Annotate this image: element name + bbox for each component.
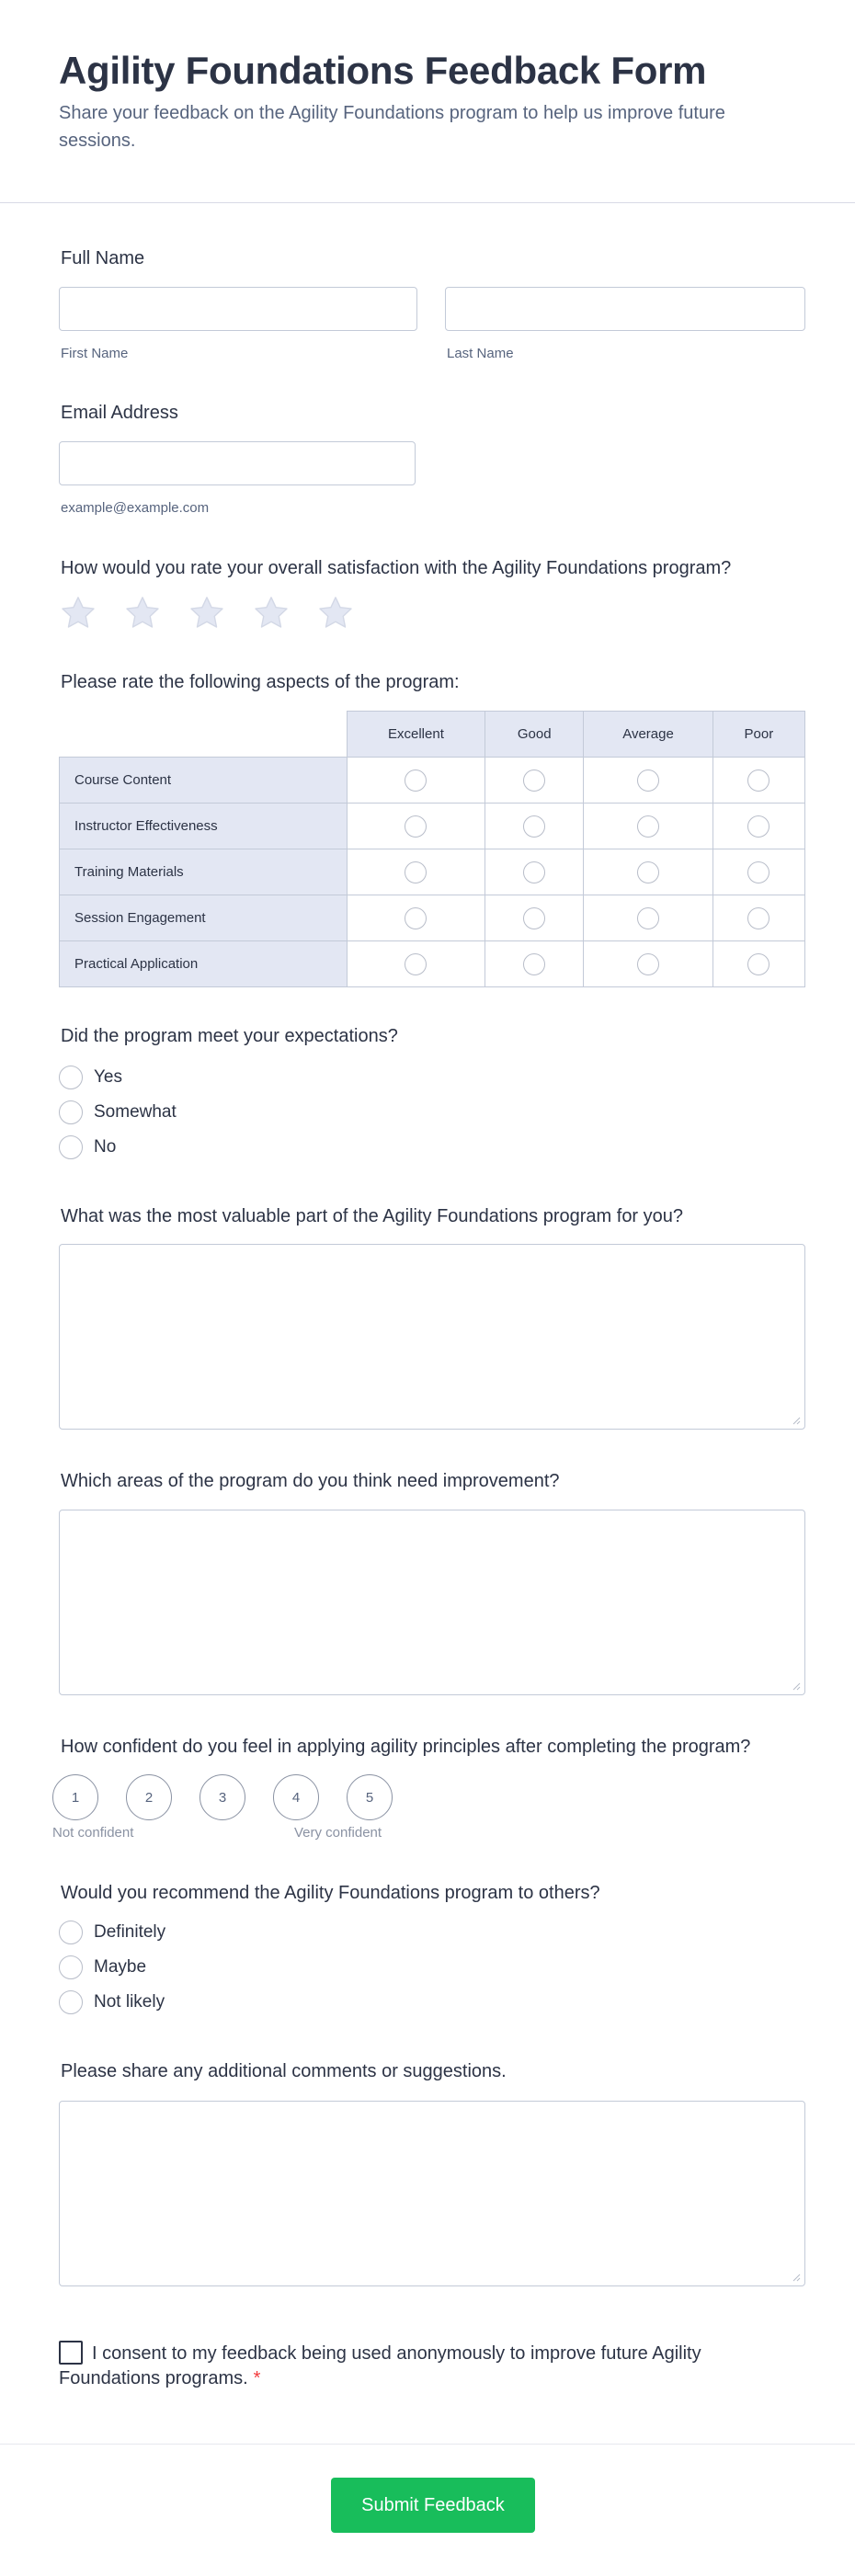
form-header: [0, 0, 855, 203]
matrix-row-label: Course Content: [60, 758, 348, 804]
matrix-corner: [60, 712, 348, 758]
matrix-cell: [584, 849, 712, 895]
matrix-cell: [712, 895, 804, 941]
matrix-radio[interactable]: [523, 907, 545, 929]
matrix-cell: [347, 895, 484, 941]
radio-button[interactable]: [59, 1955, 83, 1979]
matrix-radio[interactable]: [523, 769, 545, 792]
first-name-input[interactable]: [59, 287, 417, 331]
matrix-cell: [712, 758, 804, 804]
confidence-label: How confident do you feel in applying agility principles after completing the program?: [61, 1737, 751, 1757]
radio-button[interactable]: [59, 1100, 83, 1124]
star-icon[interactable]: [316, 594, 355, 633]
scale-option-button[interactable]: 2: [126, 1774, 172, 1820]
star-icon[interactable]: [188, 594, 226, 633]
matrix-row: [60, 758, 805, 804]
matrix-row-label: Practical Application: [60, 941, 348, 987]
rating-matrix: [59, 711, 805, 987]
radio-button[interactable]: [59, 1921, 83, 1944]
matrix-cell: [485, 804, 584, 849]
matrix-radio[interactable]: [405, 953, 427, 975]
scale-option-button[interactable]: 3: [200, 1774, 245, 1820]
email-sublabel: example@example.com: [61, 500, 210, 516]
confidence-scale: [52, 1774, 393, 1820]
radio-button[interactable]: [59, 1990, 83, 2014]
matrix-radio[interactable]: [747, 907, 770, 929]
matrix-radio[interactable]: [637, 953, 659, 975]
matrix-radio[interactable]: [523, 953, 545, 975]
footer-divider: [0, 2444, 855, 2445]
matrix-row-label: Instructor Effectiveness: [60, 804, 348, 849]
last-name-sublabel: Last Name: [447, 346, 514, 361]
star-icon[interactable]: [252, 594, 291, 633]
recommend-option[interactable]: [59, 1921, 165, 1944]
expectations-option[interactable]: [59, 1100, 177, 1124]
last-name-input[interactable]: [445, 287, 805, 331]
matrix-label: Please rate the following aspects of the program:: [61, 672, 460, 692]
consent-checkbox[interactable]: [59, 2341, 83, 2365]
improvement-textarea[interactable]: [59, 1510, 805, 1695]
improvement-label: Which areas of the program do you think need improvement?: [61, 1471, 560, 1491]
email-label: Email Address: [61, 403, 178, 423]
required-mark: *: [253, 2368, 261, 2388]
matrix-cell: [712, 941, 804, 987]
matrix-radio[interactable]: [523, 815, 545, 838]
expectations-option[interactable]: [59, 1066, 122, 1089]
expectations-option-label: Somewhat: [94, 1102, 177, 1122]
star-rating: [59, 594, 355, 633]
matrix-radio[interactable]: [747, 769, 770, 792]
matrix-cell: [485, 758, 584, 804]
matrix-cell: [584, 804, 712, 849]
matrix-row: [60, 895, 805, 941]
matrix-column-header: Poor: [712, 712, 804, 758]
matrix-row: [60, 804, 805, 849]
matrix-radio[interactable]: [405, 769, 427, 792]
resize-grip-icon[interactable]: [792, 1682, 801, 1691]
matrix-cell: [347, 804, 484, 849]
satisfaction-label: How would you rate your overall satisfaction with the Agility Foundations program?: [61, 558, 732, 578]
consent-field: [59, 2341, 702, 2391]
matrix-cell: [347, 849, 484, 895]
resize-grip-icon[interactable]: [792, 1417, 801, 1425]
recommend-option-label: Definitely: [94, 1922, 166, 1942]
recommend-option-label: Maybe: [94, 1957, 147, 1977]
scale-max-caption: Very confident: [294, 1825, 382, 1841]
scale-option-button[interactable]: 5: [347, 1774, 393, 1820]
star-icon[interactable]: [59, 594, 97, 633]
matrix-cell: [712, 804, 804, 849]
first-name-sublabel: First Name: [61, 346, 129, 361]
expectations-option-label: Yes: [94, 1067, 122, 1087]
comments-label: Please share any additional comments or suggestions.: [61, 2061, 507, 2081]
matrix-cell: [584, 758, 712, 804]
matrix-row-label: Training Materials: [60, 849, 348, 895]
expectations-option-label: No: [94, 1137, 117, 1157]
matrix-cell: [485, 849, 584, 895]
matrix-cell: [712, 849, 804, 895]
matrix-cell: [485, 895, 584, 941]
valuable-label: What was the most valuable part of the Agility Foundations program for you?: [61, 1206, 684, 1226]
matrix-radio[interactable]: [405, 907, 427, 929]
matrix-radio[interactable]: [747, 861, 770, 883]
comments-textarea[interactable]: [59, 2101, 805, 2286]
full-name-label: Full Name: [61, 248, 145, 268]
matrix-radio[interactable]: [405, 861, 427, 883]
matrix-cell: [347, 941, 484, 987]
recommend-option-label: Not likely: [94, 1992, 165, 2012]
matrix-cell: [584, 895, 712, 941]
matrix-radio[interactable]: [523, 861, 545, 883]
radio-button[interactable]: [59, 1066, 83, 1089]
expectations-option[interactable]: [59, 1135, 116, 1159]
recommend-option[interactable]: [59, 1955, 146, 1979]
resize-grip-icon[interactable]: [792, 2274, 801, 2282]
matrix-radio[interactable]: [405, 815, 427, 838]
scale-option-button[interactable]: 4: [273, 1774, 319, 1820]
valuable-textarea[interactable]: [59, 1244, 805, 1430]
matrix-radio[interactable]: [637, 815, 659, 838]
matrix-radio[interactable]: [637, 861, 659, 883]
consent-text: I consent to my feedback being used anonymously to improve future Agility Foundations programs.: [59, 2343, 701, 2388]
matrix-row: [60, 849, 805, 895]
recommend-label: Would you recommend the Agility Foundations program to others?: [61, 1883, 600, 1903]
scale-option-button[interactable]: 1: [52, 1774, 98, 1820]
matrix-cell: [584, 941, 712, 987]
matrix-radio[interactable]: [747, 953, 770, 975]
matrix-row: [60, 941, 805, 987]
matrix-radio[interactable]: [637, 907, 659, 929]
matrix-cell: [485, 941, 584, 987]
matrix-column-header: Good: [485, 712, 584, 758]
recommend-option[interactable]: [59, 1990, 165, 2014]
email-input[interactable]: [59, 441, 416, 485]
matrix-radio[interactable]: [747, 815, 770, 838]
matrix-column-header: Excellent: [347, 712, 484, 758]
matrix-cell: [347, 758, 484, 804]
scale-min-caption: Not confident: [52, 1825, 134, 1841]
expectations-label: Did the program meet your expectations?: [61, 1026, 398, 1046]
matrix-column-header: Average: [584, 712, 712, 758]
matrix-radio[interactable]: [637, 769, 659, 792]
radio-button[interactable]: [59, 1135, 83, 1159]
submit-button[interactable]: Submit Feedback: [331, 2478, 535, 2533]
matrix-row-label: Session Engagement: [60, 895, 348, 941]
form-title: Agility Foundations Feedback Form: [59, 49, 707, 92]
form-subtitle: Share your feedback on the Agility Foundations program to help us improve future sessions.: [59, 103, 725, 151]
star-icon[interactable]: [123, 594, 162, 633]
